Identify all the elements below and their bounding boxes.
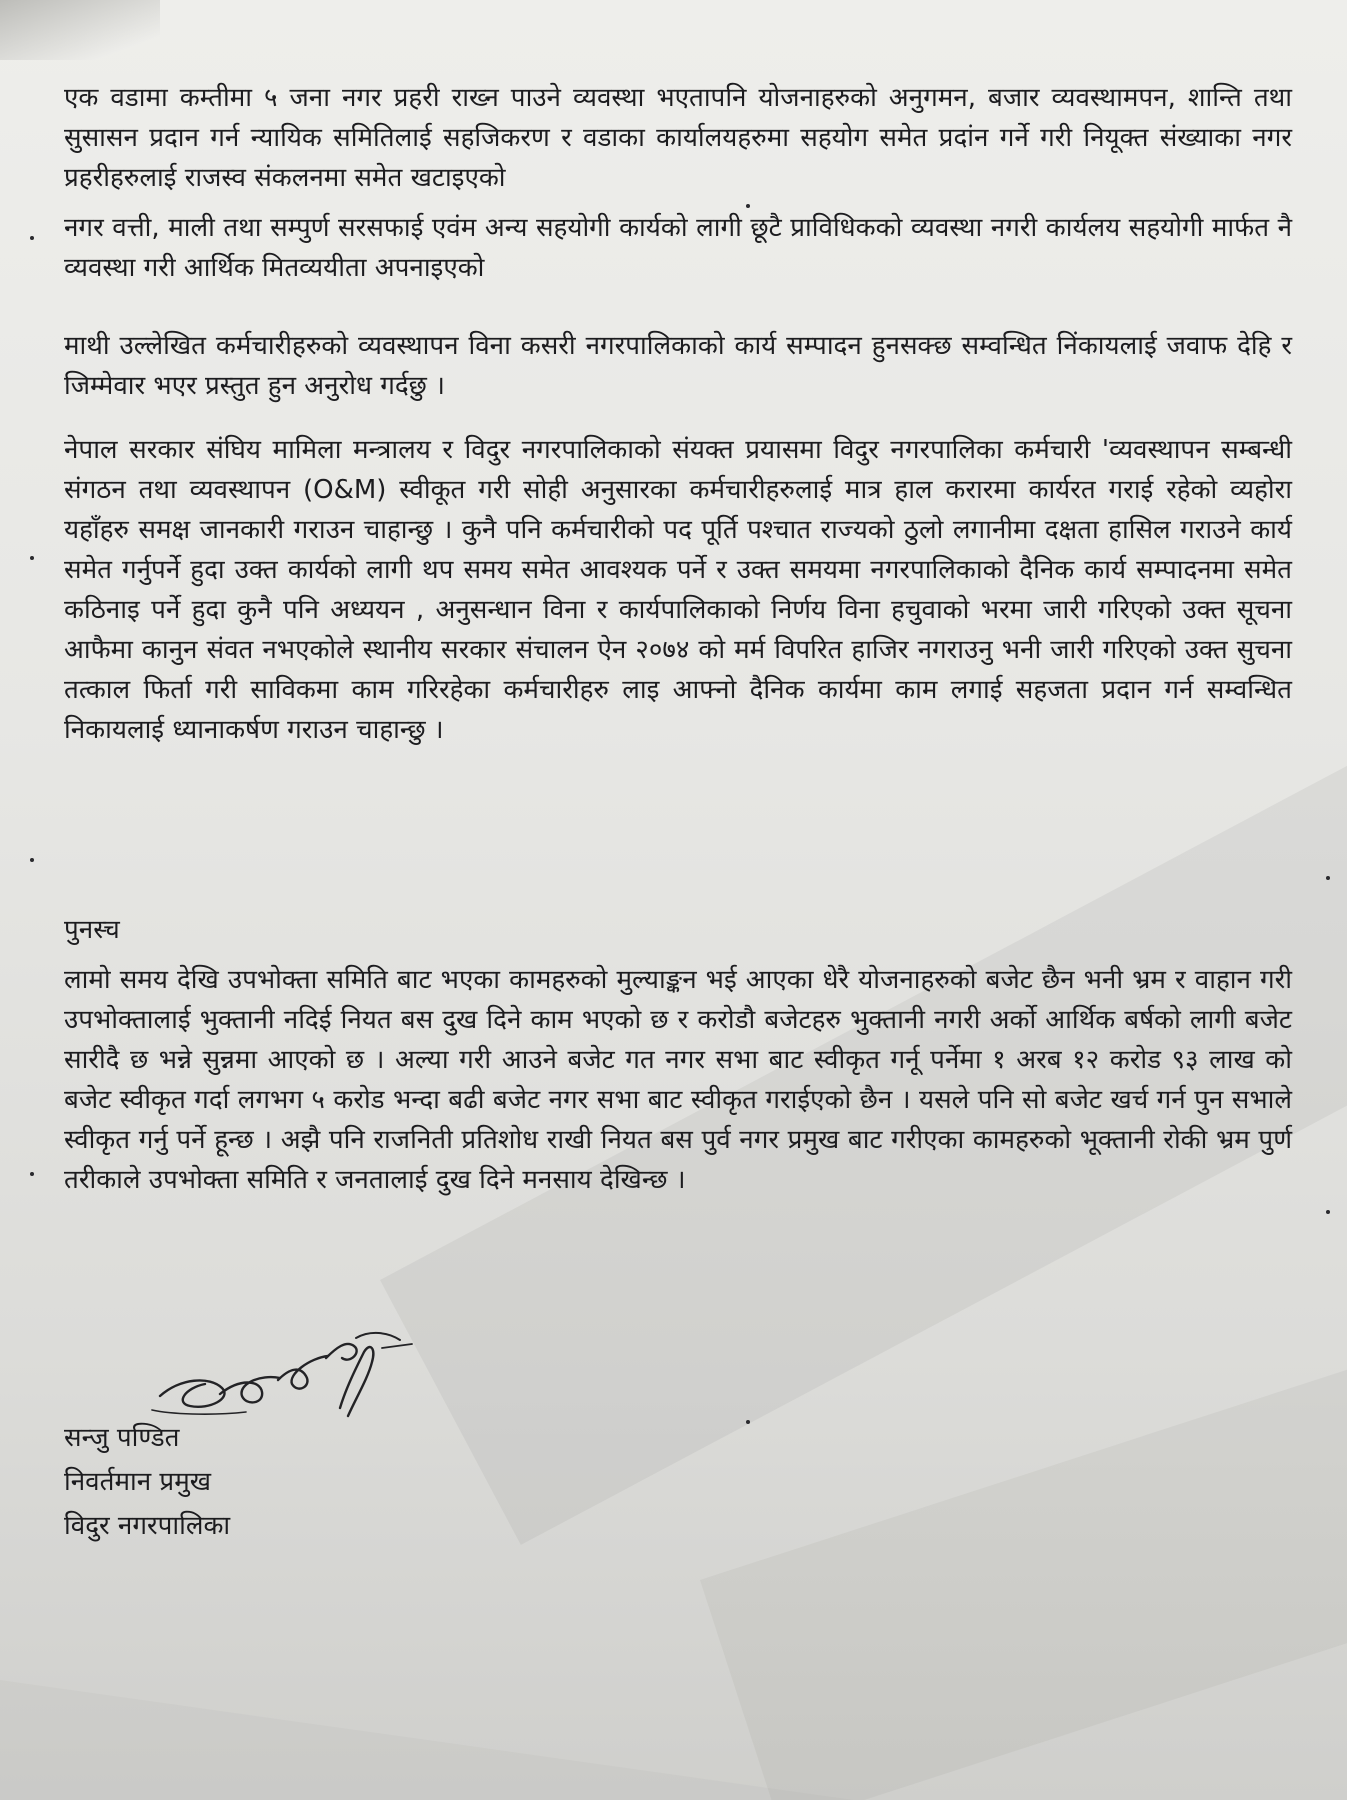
signatory-office: विदुर नगरपालिका: [64, 1511, 231, 1541]
paragraph-budget-postscript: लामो समय देखि उपभोक्ता समिति बाट भएका कामहरुको मुल्याङ्कन भई आएका धेरै योजनाहरुको बजेट छैन भनी भ्रम र वाहान गरी उपभोक्तालाई भुक्तानी नदिई नियत बस दुख दिने काम भएको छ र करोडौ बजेटहरु भुक्तानी नगरी अर्को आर्थिक बर्षको लागी बजेट सारीदै छ भन्ने सुन्नमा आएको छ । अल्या गरी आउने बजेट गत नगर सभा बाट स्वीकृत गर्नू पर्नेमा १ अरब १२ करोड ९३ लाख को बजेट स्वीकृत गर्दा लगभग ५ करोड भन्दा बढी बजेट नगर सभा बाट स्वीकृत गराईएको छैन । यसले पनि सो बजेट खर्च गर्न पुन सभाले स्वीकृत गर्नु पर्ने हून्छ । अझै पनि राजनिती प्रतिशोध राखी नियत बस पुर्व नगर प्रमुख बाट गरीएका कामहरुको भूक्तानी रोकी भ्रम पुर्ण तरीकाले उपभोक्ता समिति र जनतालाई दुख दिने मनसाय देखिन्छ ।: [64, 965, 1292, 1195]
ink-speck: [30, 236, 34, 240]
paragraph-om-staffing: नेपाल सरकार संघिय मामिला मन्त्रालय र विदुर नगरपालिकाको संयक्त प्रयासमा विदुर नगरपालिका कर्मचारी 'व्यवस्थापन सम्बन्धी संगठन तथा व्यवस्थापन (O&M) स्वीकूत गरी सोही अनुसारका कर्मचारीहरुलाई मात्र हाल करारमा कार्यरत गराई रहेको व्यहोरा यहाँहरु समक्ष जानकारी गराउन चाहान्छु । कुनै पनि कर्मचारीको पद पूर्ति पश्चात राज्यको ठुलो लगानीमा दक्षता हासिल गराउने कार्य समेत गर्नुपर्ने हुदा उक्त कार्यको लागी थप समय समेत आवश्यक पर्ने र उक्त समयमा नगरपालिकाको दैनिक कार्य सम्पादनमा समेत कठिनाइ पर्ने हुदा कुनै पनि अध्ययन , अनुसन्धान विना र कार्यपालिकाको निर्णय विना हचुवाको भरमा जारी गरिएको उक्त सूचना आफैमा कानुन संवत नभएकोले स्थानीय सरकार संचालन ऐन २०७४ को मर्म विपरित हाजिर नगराउनु भनी जारी गरिएको उक्त सुचना तत्काल फिर्ता गरी साविकमा काम गरिरहेका कर्मचारीहरु लाइ आफ्नो दैनिक कार्यमा काम लगाई सहजता प्रदान गर्न सम्वन्धित निकायलाई ध्यानाकर्षण गराउन चाहान्छु ।: [64, 435, 1292, 745]
handwritten-signature: [150, 1318, 420, 1428]
ink-speck: [30, 858, 34, 862]
signatory-name: सन्जु पण्डित: [64, 1423, 180, 1453]
ink-speck: [30, 556, 34, 560]
page-corner-shadow: [0, 0, 160, 60]
paragraph-support-staff: नगर वत्ती, माली तथा सम्पुर्ण सरसफाई एवंम अन्य सहयोगी कार्यको लागी छूटै प्राविधिकको व्यवस्था नगरी कार्यलय सहयोगी मार्फत नै व्यवस्था गरी आर्थिक मितव्ययीता अपनाइएको: [64, 213, 1292, 283]
signatory-designation: निवर्तमान प्रमुख: [64, 1467, 212, 1497]
postscript-heading: पुनस्च: [64, 915, 120, 945]
paragraph-ward-police: एक वडामा कम्तीमा ५ जना नगर प्रहरी राख्न पाउने व्यवस्था भएतापनि योजनाहरुको अनुगमन, बजार व्यवस्थामपन, शान्ति तथा सुसासन प्रदान गर्न न्यायिक समितिलाई सहजिकरण र वडाका कार्यालयहरुमा सहयोग समेत प्रदांन गर्ने गरी नियूक्त संख्याका नगर प्रहरीहरुलाई राजस्व संकलनमा समेत खटाइएको: [64, 83, 1292, 193]
paragraph-management-request: माथी उल्लेखित कर्मचारीहरुको व्यवस्थापन विना कसरी नगरपालिकाको कार्य सम्पादन हुनसक्छ सम्वन्धित निंकायलाई जवाफ देहि र जिम्मेवार भएर प्रस्तुत हुन अनुरोध गर्दछु ।: [64, 331, 1292, 401]
ink-speck: [1326, 876, 1330, 880]
ink-speck: [746, 1420, 750, 1424]
ink-speck: [1326, 1210, 1330, 1214]
ink-speck: [30, 1172, 34, 1176]
ink-speck: [746, 204, 750, 208]
